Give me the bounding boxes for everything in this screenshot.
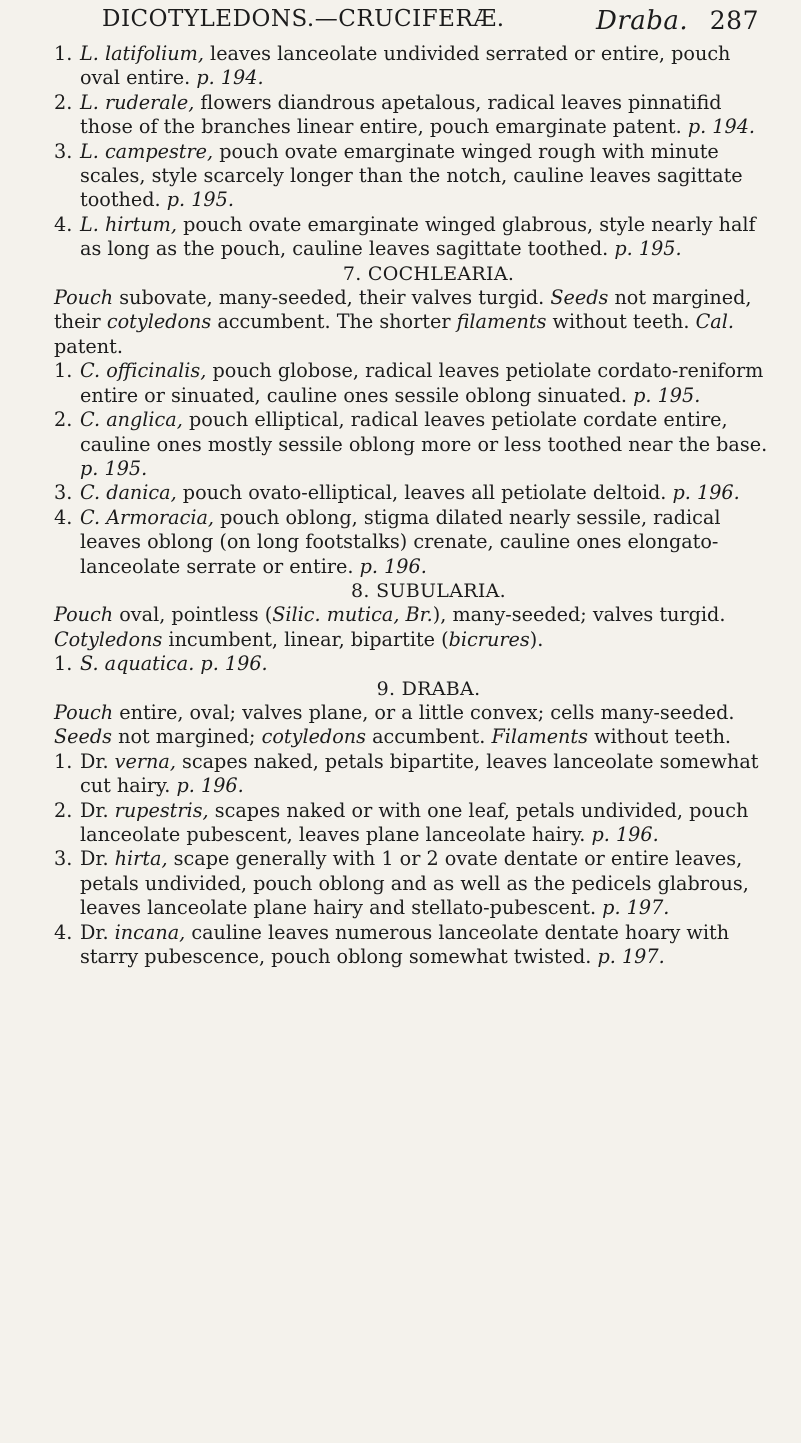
species-number: 1. bbox=[54, 749, 73, 773]
species-text bbox=[80, 42, 773, 91]
species-name: incana, bbox=[114, 920, 186, 944]
page-reference: p. 194. bbox=[687, 115, 756, 139]
text-run: incumbent, linear, bipartite ( bbox=[162, 627, 449, 651]
page-reference: p. 194. bbox=[196, 66, 264, 90]
species-description: pouch ovate emarginate winged glabrous, style nearly half as long as the pouch, cauline leaves sagittate toothed. bbox=[80, 212, 756, 261]
text-run: not margined; bbox=[111, 725, 262, 749]
italic-term: Silic. mutica, Br. bbox=[272, 603, 433, 627]
page-reference: p. 195. bbox=[80, 456, 148, 480]
italic-term: cotyledons bbox=[106, 310, 212, 334]
species-name: hirta, bbox=[114, 847, 168, 871]
genus-title: Draba. bbox=[596, 6, 689, 36]
species-text bbox=[80, 921, 773, 970]
italic-term: Seeds bbox=[54, 725, 112, 749]
species-entry bbox=[54, 799, 773, 848]
italic-term: cotyledons bbox=[261, 725, 366, 749]
species-name: C. anglica, bbox=[80, 408, 183, 432]
species-name: C. danica, bbox=[80, 481, 177, 505]
page-reference: p. 196. bbox=[672, 481, 740, 505]
species-number: 4. bbox=[54, 505, 73, 529]
species-text bbox=[80, 506, 773, 579]
species-text bbox=[80, 799, 773, 848]
text-run: without teeth. bbox=[546, 310, 696, 334]
species-text bbox=[80, 140, 773, 213]
page-reference: p. 196. bbox=[359, 554, 427, 578]
species-description: cauline leaves numerous lanceolate dentate hoary with starry pubescence, pouch oblong somewhat twisted. bbox=[80, 920, 730, 969]
species-text bbox=[80, 750, 773, 799]
species-number: 3. bbox=[54, 847, 73, 871]
species-text bbox=[80, 481, 773, 505]
species-text bbox=[80, 213, 773, 262]
species-name: verna, bbox=[114, 749, 176, 773]
species-entry bbox=[54, 506, 773, 579]
page-body bbox=[54, 42, 773, 969]
page-number: 287 bbox=[709, 6, 759, 35]
species-entry bbox=[54, 750, 773, 799]
italic-term: Pouch bbox=[54, 700, 114, 724]
species-name: L. latifolium, bbox=[80, 42, 204, 65]
species-number: 1. bbox=[54, 652, 73, 676]
genus-abbrev: Dr. bbox=[80, 920, 115, 944]
species-description: pouch oblong, stigma dilated nearly sessile, radical leaves oblong (on long footstalks) crenate, cauline ones elongato-lanceolate serrate or entire. bbox=[80, 505, 721, 578]
species-text bbox=[80, 91, 773, 140]
species-entry bbox=[54, 652, 773, 676]
text-run: entire, oval; valves plane, or a little convex; cells many-seeded. bbox=[113, 700, 735, 724]
species-number: 2. bbox=[54, 798, 73, 822]
species-entry bbox=[54, 481, 773, 505]
text-run: not margined, their bbox=[54, 286, 752, 334]
species-entry bbox=[54, 408, 773, 481]
italic-term: filaments bbox=[456, 310, 547, 334]
page-reference: p. 196. bbox=[591, 823, 659, 846]
species-number: 4. bbox=[54, 212, 73, 236]
page-reference: p. 197. bbox=[597, 945, 665, 969]
genus-abbrev: Dr. bbox=[80, 847, 115, 871]
running-title: DICOTYLEDONS.—CRUCIFERÆ. bbox=[102, 6, 505, 32]
text-run: ), many-seeded; valves turgid. bbox=[432, 603, 726, 627]
text-run: oval, pointless ( bbox=[113, 603, 273, 627]
species-name: C. officinalis, bbox=[80, 359, 207, 383]
species-description: flowers diandrous apetalous, radical leaves pinnatifid those of the branches linear entire, pouch emarginate patent. bbox=[80, 90, 722, 139]
cochlearia-character bbox=[54, 286, 773, 359]
italic-term: Pouch bbox=[54, 286, 114, 310]
species-name: L. campestre, bbox=[80, 139, 214, 163]
species-name: S. aquatica. bbox=[80, 652, 195, 676]
genus-abbrev: Dr. bbox=[80, 798, 115, 822]
species-number: 2. bbox=[54, 90, 73, 114]
draba-heading: 9. DRABA. bbox=[376, 677, 481, 700]
species-name: rupestris, bbox=[114, 798, 209, 822]
text-run: subovate, many-seeded, their valves turgid. bbox=[113, 286, 551, 310]
lepidium-species-list bbox=[54, 42, 773, 262]
species-entry bbox=[54, 42, 773, 91]
italic-term: Cotyledons bbox=[54, 627, 163, 651]
species-description: pouch globose, radical leaves petiolate cordato-reniform entire or sinuated, cauline ones sessile oblong sinuated. bbox=[80, 359, 764, 407]
page-reference: p. 197. bbox=[602, 896, 670, 920]
running-header bbox=[54, 4, 773, 42]
species-description: pouch elliptical, radical leaves petiolate cordate entire, cauline ones mostly sessile oblong more or less toothed near the base. bbox=[80, 408, 768, 456]
italic-term: Filaments bbox=[491, 725, 588, 749]
genus-abbrev: Dr. bbox=[80, 749, 115, 773]
species-entry bbox=[54, 91, 773, 140]
text-run: ). bbox=[529, 627, 544, 651]
species-description: pouch ovato-elliptical, leaves all petiolate deltoid. bbox=[176, 481, 673, 505]
species-text bbox=[80, 359, 773, 408]
species-number: 3. bbox=[54, 481, 73, 505]
draba-character bbox=[54, 701, 773, 750]
species-entry bbox=[54, 213, 773, 262]
italic-term: Cal. bbox=[695, 310, 734, 334]
subularia-character bbox=[54, 603, 773, 652]
species-description: leaves lanceolate undivided serrated or entire, pouch oval entire. bbox=[80, 42, 731, 90]
text-run: accumbent. The shorter bbox=[211, 310, 457, 334]
species-text bbox=[80, 847, 773, 920]
subularia-species-list bbox=[54, 652, 773, 676]
cochlearia-species-list bbox=[54, 359, 773, 579]
species-description: scape generally with 1 or 2 ovate dentate or entire leaves, petals undivided, pouch oblong and as well as the pedicels glabrous, leaves lanceolate plane hairy and stellato-pubescent. bbox=[80, 847, 749, 920]
italic-term: bicrures bbox=[448, 627, 530, 651]
species-entry bbox=[54, 140, 773, 213]
text-run: accumbent. bbox=[365, 725, 492, 749]
species-entry bbox=[54, 921, 773, 970]
species-name: L. hirtum, bbox=[80, 212, 177, 236]
species-text bbox=[80, 408, 773, 481]
page-reference: p. 196. bbox=[176, 774, 244, 798]
species-entry bbox=[54, 359, 773, 408]
cochlearia-heading: 7. COCHLEARIA. bbox=[342, 262, 515, 285]
draba-species-list bbox=[54, 750, 773, 970]
text-run: without teeth. bbox=[587, 725, 732, 749]
page-reference: p. 195. bbox=[166, 188, 234, 212]
subularia-heading: 8. SUBULARIA. bbox=[351, 579, 506, 602]
species-text bbox=[80, 652, 773, 676]
species-number: 3. bbox=[54, 139, 73, 163]
italic-term: Seeds bbox=[550, 286, 609, 310]
species-number: 1. bbox=[54, 359, 73, 383]
species-number: 2. bbox=[54, 408, 73, 432]
species-description: scapes naked or with one leaf, petals undivided, pouch lanceolate pubescent, leaves plane lanceolate hairy. bbox=[80, 798, 749, 846]
species-name: L. ruderale, bbox=[80, 90, 195, 114]
page-reference: p. 195. bbox=[633, 383, 701, 407]
text-run: patent. bbox=[54, 334, 123, 358]
species-entry bbox=[54, 847, 773, 920]
page-reference: p. 196. bbox=[200, 652, 268, 676]
species-description: pouch ovate emarginate winged rough with minute scales, style scarcely longer than the notch, cauline leaves sagittate toothed. bbox=[80, 139, 743, 212]
species-number: 4. bbox=[54, 920, 73, 944]
species-number: 1. bbox=[54, 42, 73, 65]
page-reference: p. 195. bbox=[614, 237, 682, 261]
species-description: scapes naked, petals bipartite, leaves lanceolate somewhat cut hairy. bbox=[80, 749, 759, 798]
italic-term: Pouch bbox=[54, 603, 114, 627]
species-name: C. Armoracia, bbox=[80, 505, 215, 529]
